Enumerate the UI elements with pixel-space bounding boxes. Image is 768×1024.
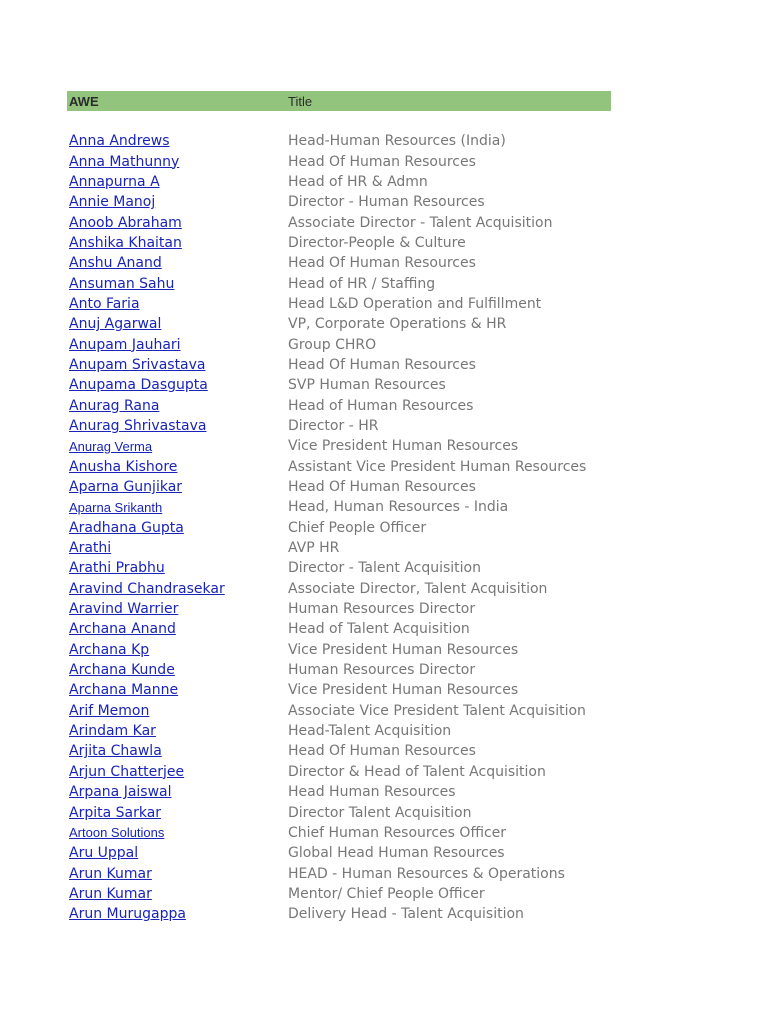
contact-name-link[interactable]: Arathi	[69, 540, 112, 557]
table-row	[67, 619, 611, 639]
contact-title: Human Resources Director	[288, 662, 476, 679]
contact-title: Director - HR	[288, 417, 379, 434]
contact-name-link[interactable]: Arjita Chawla	[69, 743, 162, 760]
table-row	[67, 802, 611, 822]
contact-title: Head of Human Resources	[288, 397, 474, 414]
contact-title: Head, Human Resources - India	[288, 499, 509, 516]
contact-name-link[interactable]: Ansuman Sahu	[69, 275, 175, 292]
contact-name-link[interactable]: Arpana Jaiswal	[69, 784, 172, 801]
table-row	[67, 843, 611, 863]
table-row	[67, 762, 611, 782]
contact-name-link[interactable]: Arun Murugappa	[69, 906, 186, 923]
contact-title: Vice President Human Resources	[288, 438, 519, 455]
contact-title: HEAD - Human Resources & Operations	[288, 865, 565, 882]
contact-name-link[interactable]: Anoob Abraham	[69, 214, 182, 231]
table-row	[67, 395, 611, 415]
table-row	[67, 863, 611, 883]
table-row	[67, 314, 611, 334]
contact-name-link[interactable]: Anurag Rana	[69, 397, 160, 414]
contact-name-link[interactable]: Archana Kunde	[69, 662, 175, 679]
contact-name-link[interactable]: Anna Mathunny	[69, 153, 180, 170]
contact-title: Chief Human Resources Officer	[288, 824, 507, 841]
contact-name-link[interactable]: Anusha Kishore	[69, 458, 178, 475]
contact-name-link[interactable]: Aravind Chandrasekar	[69, 580, 225, 597]
table-row	[67, 884, 611, 904]
header-title-column: Title	[288, 93, 313, 109]
contact-title: Director - Talent Acquisition	[288, 560, 481, 577]
table-row	[67, 355, 611, 375]
contact-title: Director - Human Resources	[288, 194, 485, 211]
contact-name-link[interactable]: Annie Manoj	[69, 194, 156, 211]
contact-title: Head of Talent Acquisition	[288, 621, 470, 638]
table-row	[67, 131, 611, 151]
table-row	[67, 497, 611, 517]
contact-title: Global Head Human Resources	[288, 845, 505, 862]
contact-name-link[interactable]: Archana Anand	[69, 621, 176, 638]
contact-title: Group CHRO	[288, 336, 377, 353]
table-row	[67, 477, 611, 497]
table-row	[67, 660, 611, 680]
contact-name-link[interactable]: Anurag Shrivastava	[69, 417, 207, 434]
contact-name-link[interactable]: Artoon Solutions	[69, 825, 165, 841]
table-row	[67, 334, 611, 354]
contact-name-link[interactable]: Anto Faria	[69, 295, 140, 312]
contact-title: Vice President Human Resources	[288, 641, 519, 658]
contact-name-link[interactable]: Aparna Srikanth	[69, 499, 163, 515]
contact-title: VP, Corporate Operations & HR	[288, 316, 507, 333]
contact-name-link[interactable]: Arpita Sarkar	[69, 804, 162, 821]
contact-name-link[interactable]: Anupama Dasgupta	[69, 377, 208, 394]
contact-title: Human Resources Director	[288, 601, 476, 618]
contact-title: Vice President Human Resources	[288, 682, 519, 699]
contact-name-link[interactable]: Aparna Gunjikar	[69, 479, 183, 496]
table-row	[67, 192, 611, 212]
contact-title: Associate Director, Talent Acquisition	[288, 580, 548, 597]
table-row	[67, 457, 611, 477]
contact-title: Assistant Vice President Human Resources	[288, 458, 587, 475]
contact-title: AVP HR	[288, 540, 340, 557]
contact-title: Director Talent Acquisition	[288, 804, 472, 821]
contact-name-link[interactable]: Aru Uppal	[69, 845, 139, 862]
table-row	[67, 436, 611, 456]
contact-title: Head L&D Operation and Fulfillment	[288, 295, 542, 312]
table-row	[67, 640, 611, 660]
contact-name-link[interactable]: Arun Kumar	[69, 885, 152, 902]
contact-title: Head-Human Resources (India)	[288, 133, 506, 150]
table-row	[67, 701, 611, 721]
contact-name-link[interactable]: Anupam Srivastava	[69, 356, 206, 373]
table-row	[67, 273, 611, 293]
contact-title: Delivery Head - Talent Acquisition	[288, 906, 524, 923]
contact-title: Mentor/ Chief People Officer	[288, 885, 485, 902]
table-row	[67, 294, 611, 314]
contact-title: Head of HR & Admn	[288, 173, 428, 190]
table-row	[67, 599, 611, 619]
contact-title: Head Human Resources	[288, 784, 456, 801]
header-name-column: AWE	[69, 93, 99, 109]
contact-name-link[interactable]: Aradhana Gupta	[69, 519, 184, 536]
table-row	[67, 823, 611, 843]
contact-name-link[interactable]: Anna Andrews	[69, 133, 170, 150]
table-row	[67, 172, 611, 192]
contact-title: Head Of Human Resources	[288, 255, 476, 272]
contact-title: Head-Talent Acquisition	[288, 723, 452, 740]
contact-title: Director & Head of Talent Acquisition	[288, 763, 546, 780]
table-row	[67, 253, 611, 273]
table-row	[67, 741, 611, 761]
contact-name-link[interactable]: Arun Kumar	[69, 865, 152, 882]
contact-title: Associate Vice President Talent Acquisition	[288, 702, 586, 719]
contact-name-link[interactable]: Aravind Warrier	[69, 601, 179, 618]
contact-list	[67, 131, 611, 924]
contact-name-link[interactable]: Annapurna A	[69, 173, 160, 190]
table-row	[67, 680, 611, 700]
table-row	[67, 212, 611, 232]
contact-name-link[interactable]: Anshu Anand	[69, 255, 162, 272]
contact-title: Director-People & Culture	[288, 234, 466, 251]
table-row	[67, 151, 611, 171]
contact-name-link[interactable]: Anupam Jauhari	[69, 336, 181, 353]
contact-title: Head Of Human Resources	[288, 356, 476, 373]
contact-name-link[interactable]: Archana Kp	[69, 641, 150, 658]
contact-title: Head of HR / Staffing	[288, 275, 436, 292]
contact-title: Head Of Human Resources	[288, 153, 476, 170]
table-row	[67, 538, 611, 558]
contact-name-link[interactable]: Arathi Prabhu	[69, 560, 165, 577]
contact-title: Head Of Human Resources	[288, 479, 476, 496]
contact-name-link[interactable]: Anurag Verma	[69, 438, 153, 454]
contact-name-link[interactable]: Arindam Kar	[69, 723, 156, 740]
table-row	[67, 375, 611, 395]
contact-sheet	[67, 91, 611, 924]
contact-title: Associate Director - Talent Acquisition	[288, 214, 553, 231]
table-row	[67, 721, 611, 741]
table-row	[67, 416, 611, 436]
table-row	[67, 518, 611, 538]
contact-name-link[interactable]: Anshika Khaitan	[69, 234, 182, 251]
table-row	[67, 579, 611, 599]
header-row	[67, 91, 611, 111]
table-row	[67, 233, 611, 253]
contact-name-link[interactable]: Arif Memon	[69, 702, 150, 719]
table-row	[67, 558, 611, 578]
contact-title: Chief People Officer	[288, 519, 427, 536]
contact-title: Head Of Human Resources	[288, 743, 476, 760]
contact-name-link[interactable]: Anuj Agarwal	[69, 316, 162, 333]
contact-name-link[interactable]: Arjun Chatterjee	[69, 763, 185, 780]
contact-name-link[interactable]: Archana Manne	[69, 682, 179, 699]
table-row	[67, 904, 611, 924]
contact-title: SVP Human Resources	[288, 377, 446, 394]
table-row	[67, 782, 611, 802]
